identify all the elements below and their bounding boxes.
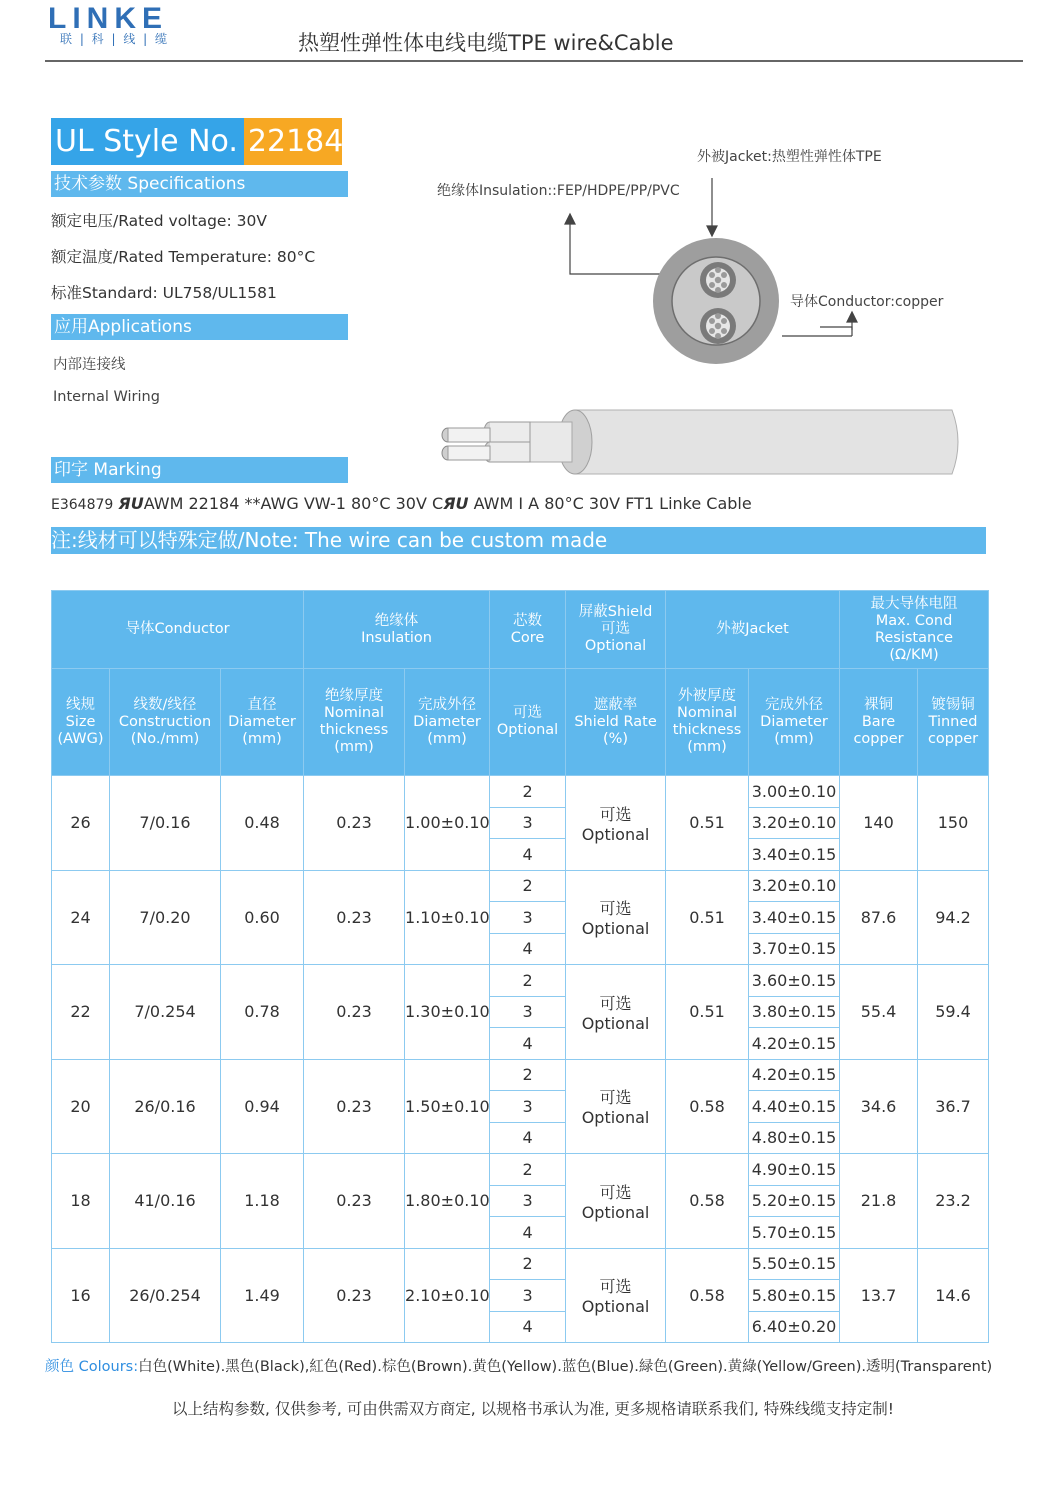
cell-tinned: 36.7 [918,1059,989,1154]
cell-shield: 可选Optional [566,870,666,965]
colours-line [45,1355,992,1376]
cable-side-view [442,410,958,474]
cell-core: 3 [490,1185,566,1217]
header-size: 线规 Size (AWG) [52,669,110,776]
cell-construction: 7/0.16 [110,776,221,871]
header-construction: 线数/线径 Construction (No./mm) [110,669,221,776]
cell-core: 3 [490,996,566,1028]
cell-shield: 可选Optional [566,1059,666,1154]
cell-ins-od: 1.30±0.10 [405,965,490,1060]
cell-jacket-od: 5.80±0.15 [749,1280,840,1312]
header-conductor-label: 导体Conductor [125,621,230,637]
header-diameter: 直径 Diameter (mm) [221,669,304,776]
cell-core: 3 [490,902,566,934]
cell-diameter: 0.94 [221,1059,304,1154]
cell-diameter: 0.78 [221,965,304,1060]
spec-standard: 标准Standard: UL758/UL1581 [51,284,277,302]
cell-jacket-od: 3.70±0.15 [749,933,840,965]
cell-core: 3 [490,1280,566,1312]
cell-ins-od: 1.10±0.10 [405,870,490,965]
cell-core: 2 [490,1248,566,1280]
application-zh: 内部连接线 [53,357,126,373]
marking-part1: AWM 22184 **AWG VW-1 80°C 30V C [143,494,444,513]
spec-rated-voltage: 额定电压/Rated voltage: 30V [51,212,267,230]
header-jacket [666,591,840,669]
applications-heading: 应用Applications [51,314,348,340]
cell-ins-thickness: 0.23 [304,776,405,871]
header-core-optional: 可选 Optional [490,669,566,776]
cell-ins-thickness: 0.23 [304,1154,405,1249]
header-tinned: 镀锡铜 Tinned copper [918,669,989,776]
cell-construction: 41/0.16 [110,1154,221,1249]
cell-core: 4 [490,839,566,871]
cell-shield: 可选Optional [566,776,666,871]
header-jacket-od: 完成外径 Diameter (mm) [749,669,840,776]
cell-bare: 34.6 [840,1059,918,1154]
disclaimer: 以上结构参数, 仅供参考, 可由供需双方商定, 以规格书承认为准, 更多规格请联系我们, 特殊线缆支持定制! [172,1400,894,1418]
header-insulation [304,591,490,669]
specifications-heading: 技术参数 Specifications [51,171,348,197]
cell-core: 2 [490,1059,566,1091]
cell-ins-thickness: 0.23 [304,1059,405,1154]
cell-size: 24 [52,870,110,965]
style-number-badge [51,118,342,165]
cell-tinned: 23.2 [918,1154,989,1249]
spec-rated-temperature: 额定温度/Rated Temperature: 80°C [51,248,316,266]
table-row [52,776,989,808]
cell-jacket-thickness: 0.51 [666,965,749,1060]
marking-heading: 印字 Marking [51,457,348,483]
header-insulation-label: 绝缘体 Insulation [361,612,432,646]
header-core [490,591,566,669]
cell-shield: 可选Optional [566,1248,666,1343]
cell-size: 16 [52,1248,110,1343]
cell-diameter: 1.18 [221,1154,304,1249]
cell-jacket-od: 4.80±0.15 [749,1122,840,1154]
header-divider [45,60,1023,62]
header-shield-label: 屏蔽Shield 可选 Optional [578,604,653,654]
cell-jacket-od: 3.00±0.10 [749,776,840,808]
header-resistance-label: 最大导体电阻 Max. Cond Resistance (Ω/KM) [870,595,958,663]
cell-jacket-od: 5.20±0.15 [749,1185,840,1217]
table-row [52,870,989,902]
cell-jacket-od: 3.20±0.10 [749,807,840,839]
cell-ins-thickness: 0.23 [304,1248,405,1343]
cell-core: 2 [490,776,566,808]
spec-table-body [52,776,989,1343]
page-title: 热塑性弹性体电线电缆TPE wire&Cable [298,31,674,55]
cell-jacket-od: 3.40±0.15 [749,902,840,934]
cell-size: 18 [52,1154,110,1249]
cell-shield: 可选Optional [566,1154,666,1249]
header-resistance [840,591,989,669]
cell-core: 4 [490,933,566,965]
cell-ins-od: 2.10±0.10 [405,1248,490,1343]
marking-part2: AWM I A 80°C 30V FT1 Linke Cable [468,494,752,513]
cell-tinned: 94.2 [918,870,989,965]
cell-size: 22 [52,965,110,1060]
cell-jacket-od: 3.40±0.15 [749,839,840,871]
cell-core: 4 [490,1311,566,1343]
cell-ins-od: 1.80±0.10 [405,1154,490,1249]
cell-size: 20 [52,1059,110,1154]
cell-diameter: 0.60 [221,870,304,965]
cell-jacket-od: 3.80±0.15 [749,996,840,1028]
cell-core: 4 [490,1028,566,1060]
table-row [52,965,989,997]
custom-note: 注:线材可以特殊定做/Note: The wire can be custom made [51,527,986,554]
cell-bare: 13.7 [840,1248,918,1343]
cell-core: 2 [490,870,566,902]
cell-core: 3 [490,807,566,839]
cell-diameter: 1.49 [221,1248,304,1343]
table-row [52,1154,989,1186]
conductor-label: 导体Conductor:copper [790,294,944,310]
cell-jacket-thickness: 0.58 [666,1059,749,1154]
cell-bare: 87.6 [840,870,918,965]
cell-jacket-od: 4.90±0.15 [749,1154,840,1186]
cell-jacket-od: 4.20±0.15 [749,1028,840,1060]
header-conductor [52,591,304,669]
cell-core: 4 [490,1217,566,1249]
cell-jacket-thickness: 0.58 [666,1154,749,1249]
cell-ins-thickness: 0.23 [304,870,405,965]
style-number: 22184 [244,118,342,165]
cell-tinned: 150 [918,776,989,871]
cell-construction: 26/0.16 [110,1059,221,1154]
cell-ins-od: 1.50±0.10 [405,1059,490,1154]
ul-logo-icon: ЯU [118,494,144,513]
cell-tinned: 14.6 [918,1248,989,1343]
cell-size: 26 [52,776,110,871]
header-core-label: 芯数 Core [510,612,545,646]
cell-core: 2 [490,1154,566,1186]
header-shield [566,591,666,669]
table-row [52,1248,989,1280]
cell-bare: 140 [840,776,918,871]
marking-code: E364879 [51,497,114,513]
cell-core: 3 [490,1091,566,1123]
cell-diameter: 0.48 [221,776,304,871]
cell-jacket-thickness: 0.51 [666,870,749,965]
cell-bare: 55.4 [840,965,918,1060]
header-bare: 裸铜 Bare copper [840,669,918,776]
cell-core: 4 [490,1122,566,1154]
cell-core: 2 [490,965,566,997]
jacket-label: 外被Jacket:热塑性弹性体TPE [697,149,882,165]
cell-jacket-od: 4.40±0.15 [749,1091,840,1123]
cell-jacket-od: 3.60±0.15 [749,965,840,997]
style-label: UL Style No. [51,118,244,165]
cell-jacket-od: 4.20±0.15 [749,1059,840,1091]
cell-construction: 7/0.254 [110,965,221,1060]
cell-jacket-od: 5.70±0.15 [749,1217,840,1249]
cell-jacket-od: 3.20±0.10 [749,870,840,902]
cell-construction: 26/0.254 [110,1248,221,1343]
cross-section [653,238,779,364]
cable-diagram [430,160,990,490]
cell-construction: 7/0.20 [110,870,221,965]
application-en: Internal Wiring [53,389,160,405]
header-shield-rate: 遮蔽率 Shield Rate (%) [566,669,666,776]
marking-text [51,494,752,513]
cell-ins-od: 1.00±0.10 [405,776,490,871]
table-row [52,1059,989,1091]
cell-shield: 可选Optional [566,965,666,1060]
insulation-label: 绝缘体Insulation::FEP/HDPE/PP/PVC [437,183,680,199]
logo-subtitle: 联 | 科 | 线 | 缆 [60,32,170,46]
header-jacket-label: 外被Jacket [716,621,789,637]
cell-jacket-thickness: 0.51 [666,776,749,871]
cell-jacket-od: 6.40±0.20 [749,1311,840,1343]
header-jacket-thickness: 外被厚度 Nominal thickness (mm) [666,669,749,776]
cell-jacket-od: 5.50±0.15 [749,1248,840,1280]
cell-ins-thickness: 0.23 [304,965,405,1060]
logo: LINKE [48,2,168,35]
ul-logo-icon: ЯU [443,494,469,513]
colours-label: 颜色 Colours: [45,1359,139,1375]
cell-jacket-thickness: 0.58 [666,1248,749,1343]
header-ins-od: 完成外径 Diameter (mm) [405,669,490,776]
colours-list: 白色(White).黑色(Black),紅色(Red).棕色(Brown).黄色(Yellow).蓝色(Blue).緑色(Green).黄綠(Yellow/Green).透明(Transparent) [138,1359,993,1375]
header-ins-thickness: 绝缘厚度 Nominal thickness (mm) [304,669,405,776]
cell-tinned: 59.4 [918,965,989,1060]
cell-bare: 21.8 [840,1154,918,1249]
spec-table [51,590,989,1343]
